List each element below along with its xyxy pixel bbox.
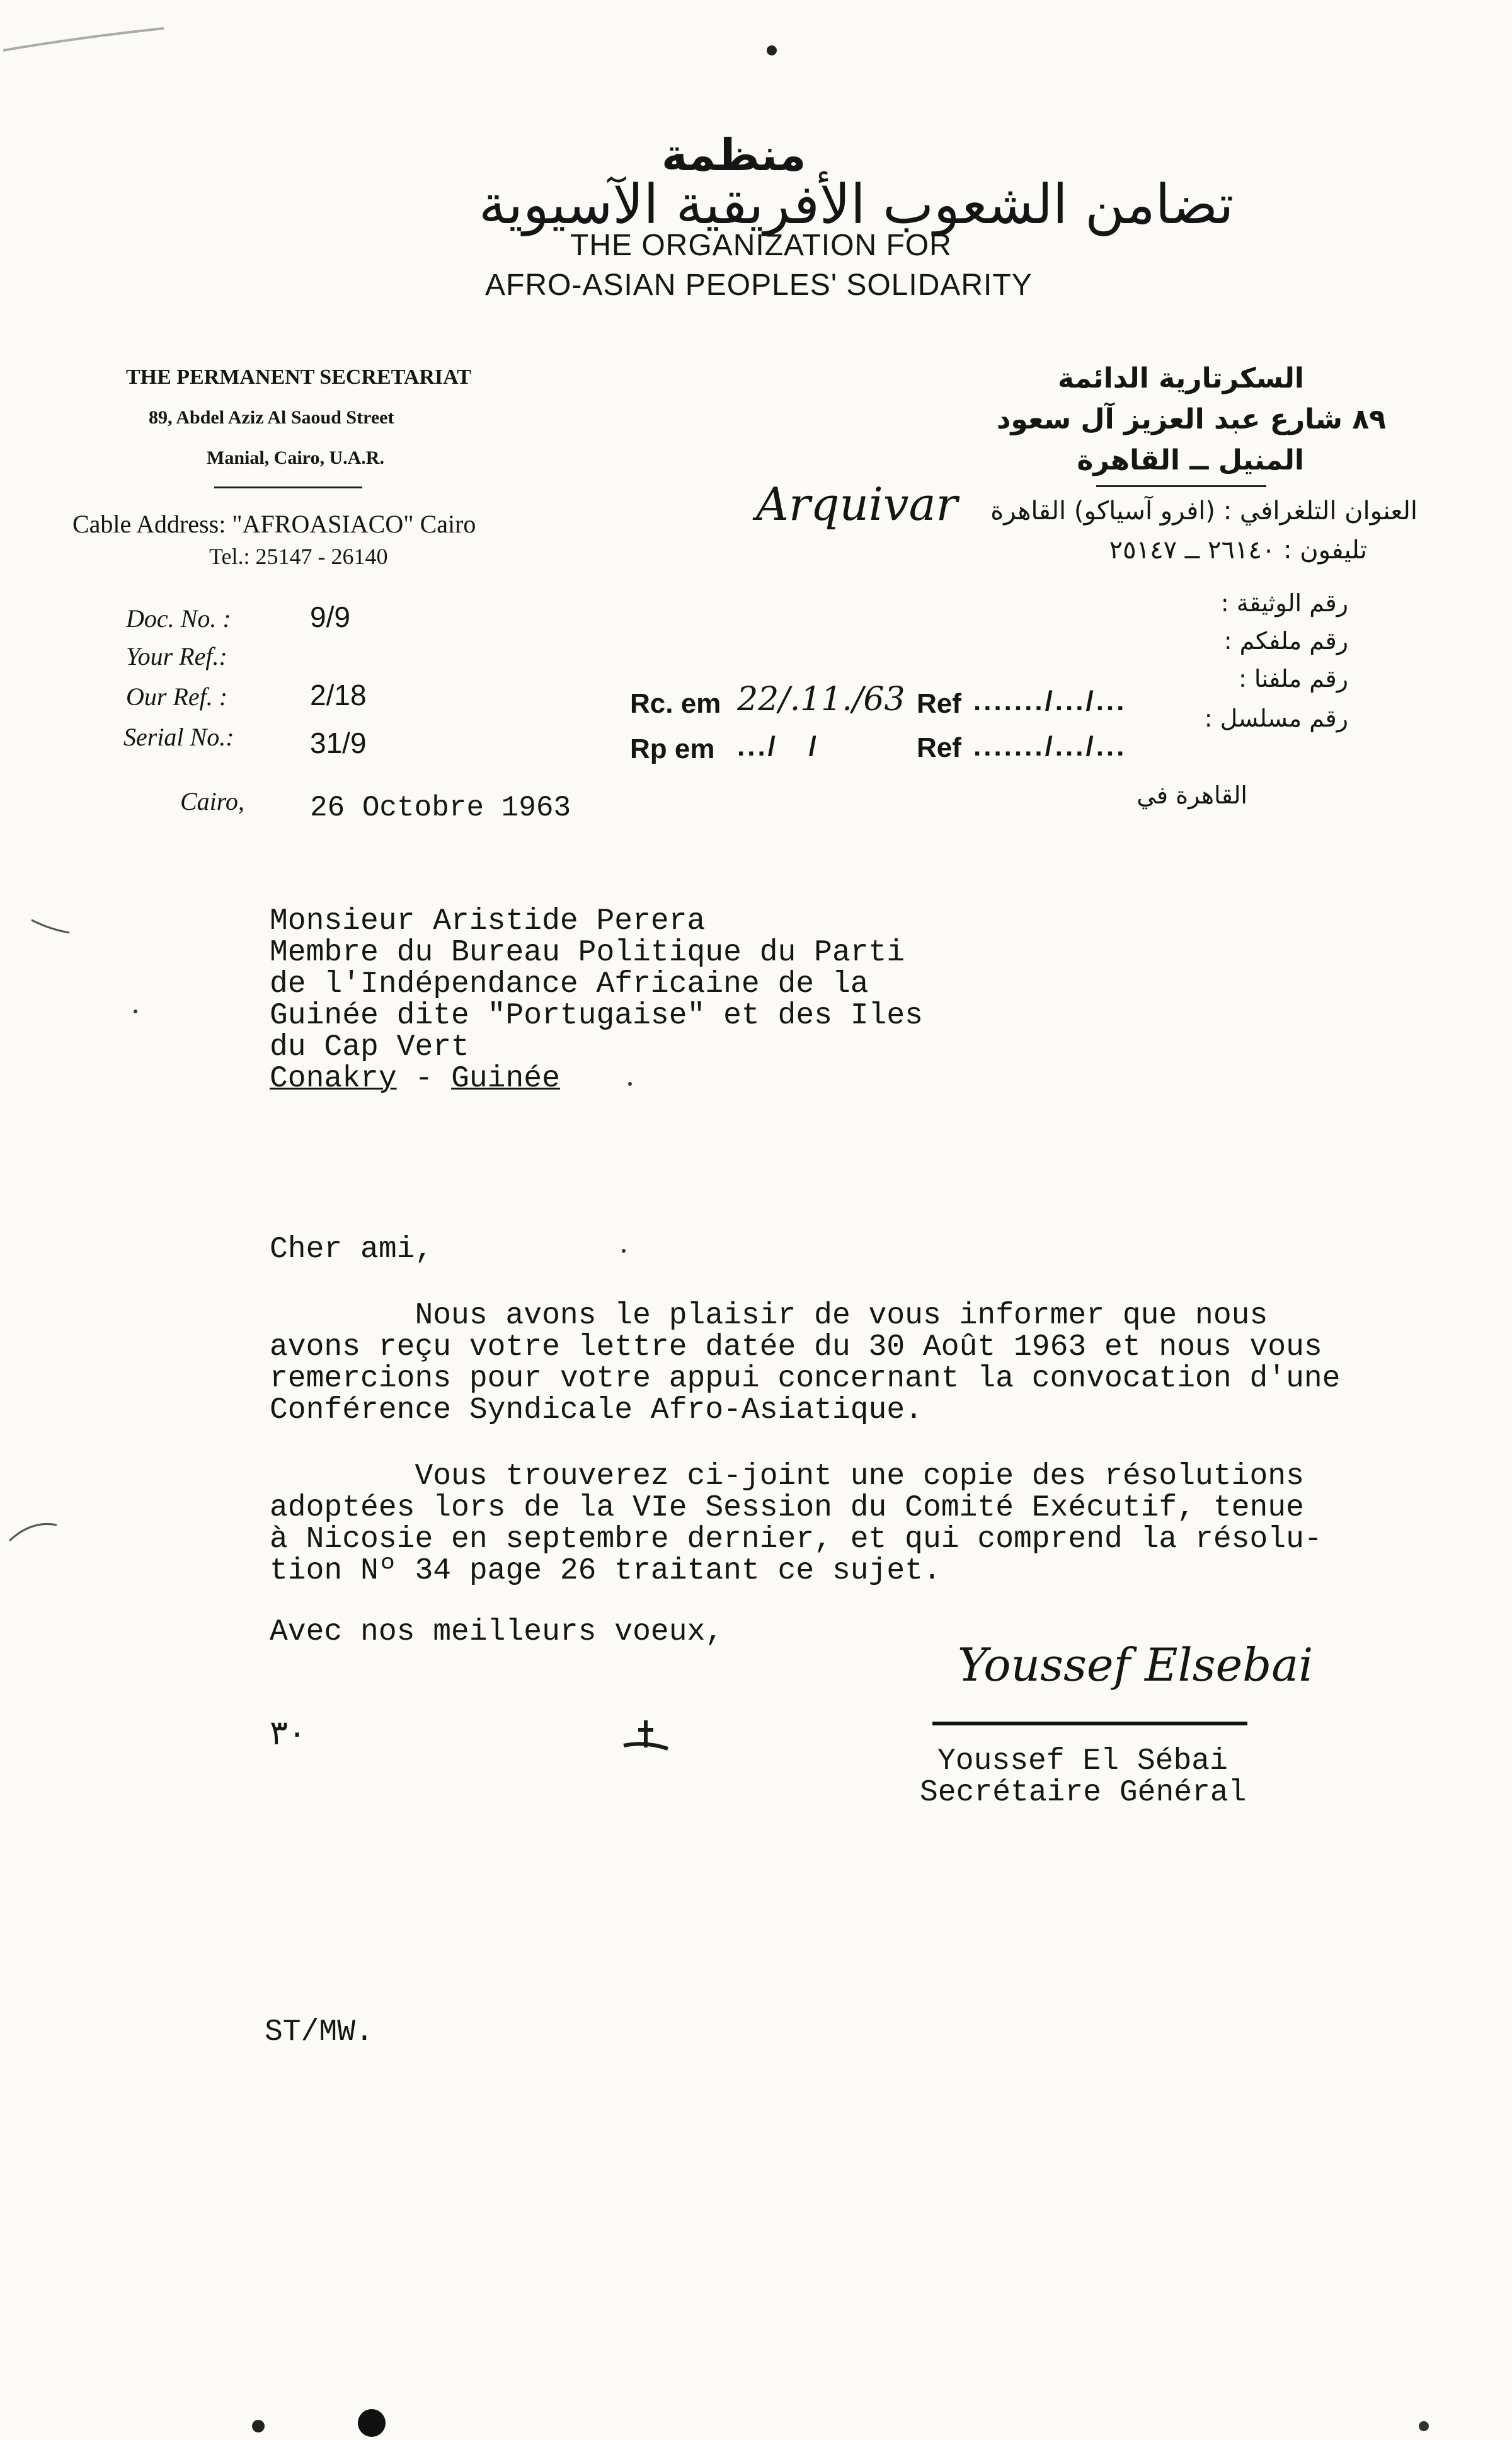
telephone: Tel.: 25147 - 26140 bbox=[209, 544, 388, 569]
paragraph-1-line-3: remercions pour votre appui concernant la convocation d'une bbox=[270, 1362, 1341, 1396]
letterhead-arabic-line1: منظمة bbox=[662, 129, 806, 181]
cairo-label: Cairo, bbox=[180, 787, 244, 815]
paragraph-2-line-4: tion Nº 34 page 26 traitant ce sujet. bbox=[270, 1554, 941, 1588]
organization-name-line1: THE ORGANIZATION FOR bbox=[570, 229, 952, 262]
arabic-city: المنيل ــ القاهرة bbox=[1077, 444, 1304, 476]
organization-name-line2: AFRO-ASIAN PEOPLES' SOLIDARITY bbox=[485, 268, 1033, 302]
recipient-line-2: Membre du Bureau Politique du Parti bbox=[270, 936, 905, 970]
recipient-separator: - bbox=[396, 1062, 452, 1096]
your-ref-label: Your Ref.: bbox=[126, 642, 227, 670]
arabic-telephone: تليفون : ٢٦١٤٠ ــ ٢٥١٤٧ bbox=[1109, 536, 1367, 565]
ref-label: Ref bbox=[917, 688, 961, 719]
arabic-our-ref-label: رقم ملفنا : bbox=[1239, 665, 1348, 693]
arabic-secretariat-title: السكرتارية الدائمة bbox=[1057, 362, 1304, 394]
arabic-doc-label: رقم الوثيقة : bbox=[1220, 589, 1348, 617]
reply-dots: .../ / bbox=[737, 731, 819, 762]
reply-ref-label: Ref bbox=[917, 732, 961, 763]
ref-dots: ......./.../... bbox=[973, 686, 1127, 716]
our-ref-value: 2/18 bbox=[310, 679, 367, 711]
margin-mark-arabic-number: ٣٠ bbox=[270, 1713, 307, 1752]
signatory-name: Youssef El Sébai bbox=[937, 1744, 1228, 1778]
arabic-serial-label: رقم مسلسل : bbox=[1204, 705, 1348, 732]
secretariat-address: 89, Abdel Aziz Al Saoud Street bbox=[149, 407, 394, 428]
paragraph-2-line-3: à Nicosie en septembre dernier, et qui comprend la résolu- bbox=[270, 1522, 1322, 1557]
arabic-cairo-label: القاهرة في bbox=[1137, 781, 1247, 809]
our-ref-label: Our Ref. : bbox=[126, 682, 228, 711]
arabic-your-ref-label: رقم ملفكم : bbox=[1223, 627, 1348, 655]
recipient-line-1: Monsieur Aristide Perera bbox=[270, 904, 706, 938]
recipient-line-5: du Cap Vert bbox=[270, 1030, 469, 1064]
reply-ref-dots: ......./.../... bbox=[973, 731, 1127, 762]
paragraph-2-line-1: Vous trouverez ci-joint une copie des résolutions bbox=[270, 1459, 1304, 1493]
recipient-city: Conakry bbox=[270, 1062, 397, 1096]
cable-address: Cable Address: "AFROASIACO" Cairo bbox=[72, 510, 476, 538]
secretariat-title: THE PERMANENT SECRETARIAT bbox=[126, 365, 471, 389]
letterhead-arabic-line2: تضامن الشعوب الأفريقية الآسيوية bbox=[479, 173, 1234, 236]
handwritten-note-arquivar: Arquivar bbox=[756, 478, 958, 531]
received-label: Rc. em bbox=[630, 688, 721, 719]
serial-no-value: 31/9 bbox=[310, 727, 367, 759]
paragraph-2-line-2: adoptées lors de la VIe Session du Comité Exécutif, tenue bbox=[270, 1491, 1304, 1525]
recipient-country: Guinée bbox=[451, 1062, 560, 1096]
reply-label: Rp em bbox=[630, 734, 715, 764]
paragraph-1-line-4: Conférence Syndicale Afro-Asiatique. bbox=[270, 1393, 923, 1427]
secretariat-city: Manial, Cairo, U.A.R. bbox=[207, 447, 384, 468]
paragraph-1-line-1: Nous avons le plaisir de vous informer que nous bbox=[270, 1299, 1268, 1333]
received-date: 22/.11./63 bbox=[737, 681, 905, 718]
typist-initials: ST/MW. bbox=[265, 2015, 374, 2049]
closing: Avec nos meilleurs voeux, bbox=[270, 1615, 724, 1649]
recipient-line-3: de l'Indépendance Africaine de la bbox=[270, 967, 869, 1001]
signatory-title: Secrétaire Général bbox=[920, 1776, 1247, 1810]
doc-no-value: 9/9 bbox=[310, 601, 350, 633]
serial-no-label: Serial No.: bbox=[123, 723, 234, 751]
doc-no-label: Doc. No. : bbox=[126, 604, 231, 633]
letter-date: 26 Octobre 1963 bbox=[310, 791, 571, 824]
handwritten-signature: Youssef Elsebai bbox=[958, 1638, 1314, 1691]
arabic-cable-address: العنوان التلغرافي : (افرو آسياكو) القاهرة bbox=[990, 497, 1418, 526]
paragraph-1-line-2: avons reçu votre lettre datée du 30 Août 1963 et nous vous bbox=[270, 1330, 1322, 1364]
recipient-line-4: Guinée dite "Portugaise" et des Iles bbox=[270, 999, 923, 1033]
arabic-address: ٨٩ شارع عبد العزيز آل سعود bbox=[996, 403, 1386, 435]
salutation: Cher ami, bbox=[270, 1233, 433, 1267]
